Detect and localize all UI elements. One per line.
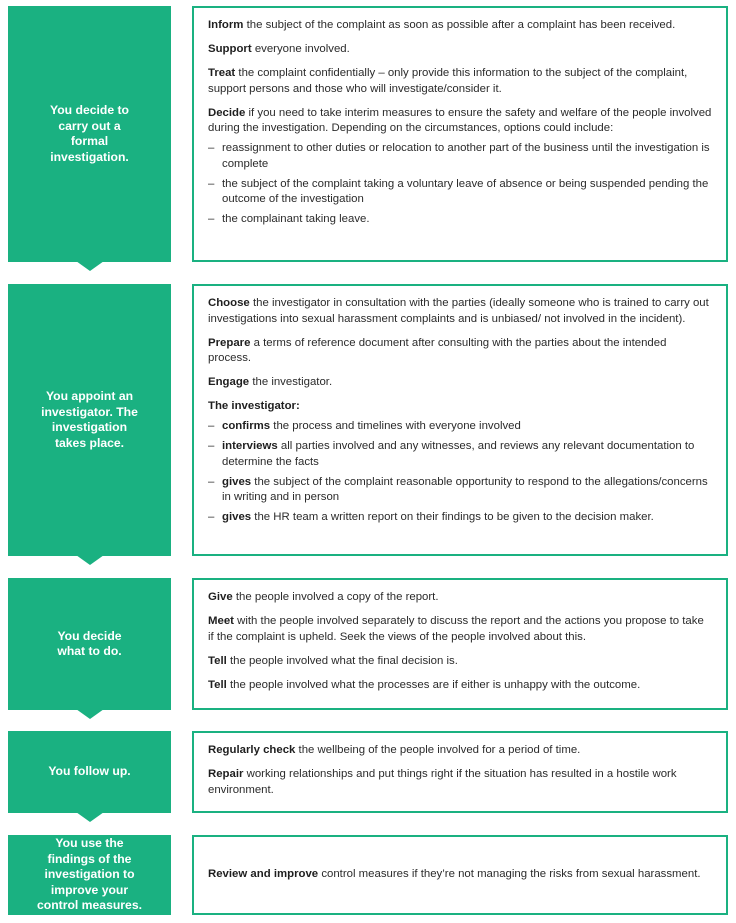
paragraph: Treat the complaint confidentially – only provide this information to the subject of the complaint, support persons and those who will investigate/consider it. (208, 67, 688, 95)
step-3-details (192, 578, 728, 710)
list-item: – gives the HR team a written report on their findings to be given to the decision maker. (208, 510, 712, 526)
step-1-label-text: You decide to carry out a formal investigation. (50, 103, 129, 164)
option-list (208, 141, 712, 228)
step-2-label-text: You appoint an investigator. The investigation takes place. (41, 389, 138, 450)
down-arrow-icon (76, 812, 104, 822)
paragraph: Regularly check the wellbeing of the people involved for a period of time. (208, 744, 581, 756)
list-item: – gives the subject of the complaint reasonable opportunity to respond to the allegations/concerns in writing and in person (208, 475, 712, 506)
step-2-label (8, 284, 171, 556)
paragraph: The investigator: (208, 400, 300, 412)
step-4-label (8, 731, 171, 813)
list-item: – confirms the process and timelines with everyone involved (208, 419, 712, 435)
step-4-details (192, 731, 728, 813)
paragraph: Prepare a terms of reference document after consulting with the parties about the intended process. (208, 336, 667, 364)
paragraph: Decide if you need to take interim measures to ensure the safety and welfare of the people involved during the investigation. Depending on the circumstances, options could include: (208, 106, 712, 134)
paragraph: Review and improve control measures if they’re not managing the risks from sexual harassment. (208, 868, 701, 881)
paragraph: Meet with the people involved separately to discuss the report and the actions you propose to take if the complaint is upheld. Seek the views of the people involved about this. (208, 615, 704, 643)
paragraph: Engage the investigator. (208, 376, 333, 388)
paragraph: Inform the subject of the complaint as soon as possible after a complaint has been received. (208, 19, 676, 31)
step-2-details (192, 284, 728, 556)
paragraph: Tell the people involved what the final decision is. (208, 654, 458, 667)
step-3-label (8, 578, 171, 710)
step-4-label-text: You follow up. (48, 764, 131, 779)
paragraph: Tell the people involved what the processes are if either is unhappy with the outcome. (208, 678, 641, 691)
list-item: – the complainant taking leave. (208, 212, 712, 228)
down-arrow-icon (76, 261, 104, 271)
list-item: – the subject of the complaint taking a voluntary leave of absence or being suspended pending the outcome of the investigation (208, 177, 712, 208)
step-5-label (8, 835, 171, 915)
investigator-duties-list (208, 419, 712, 526)
list-item: – reassignment to other duties or relocation to another part of the business until the investigation is complete (208, 141, 712, 172)
paragraph: Support everyone involved. (208, 43, 350, 55)
down-arrow-icon (76, 709, 104, 719)
step-3-label-text: You decide what to do. (57, 628, 122, 658)
paragraph: Choose the investigator in consultation with the parties (ideally someone who is trained to carry out investigations into sexual harassment complaints and is unbiased/ not involved in the incident). (208, 297, 709, 325)
list-item: – interviews all parties involved and any witnesses, and reviews any relevant documentation to determine the facts (208, 439, 712, 470)
step-5-details (192, 835, 728, 915)
down-arrow-icon (76, 555, 104, 565)
paragraph: Give the people involved a copy of the report. (208, 591, 439, 603)
step-5-label-text: You use the findings of the investigation to improve your control measures. (37, 836, 142, 913)
paragraph: Repair working relationships and put things right if the situation has resulted in a hostile work environment. (208, 768, 677, 796)
step-1-label (8, 6, 171, 262)
step-1-details (192, 6, 728, 262)
